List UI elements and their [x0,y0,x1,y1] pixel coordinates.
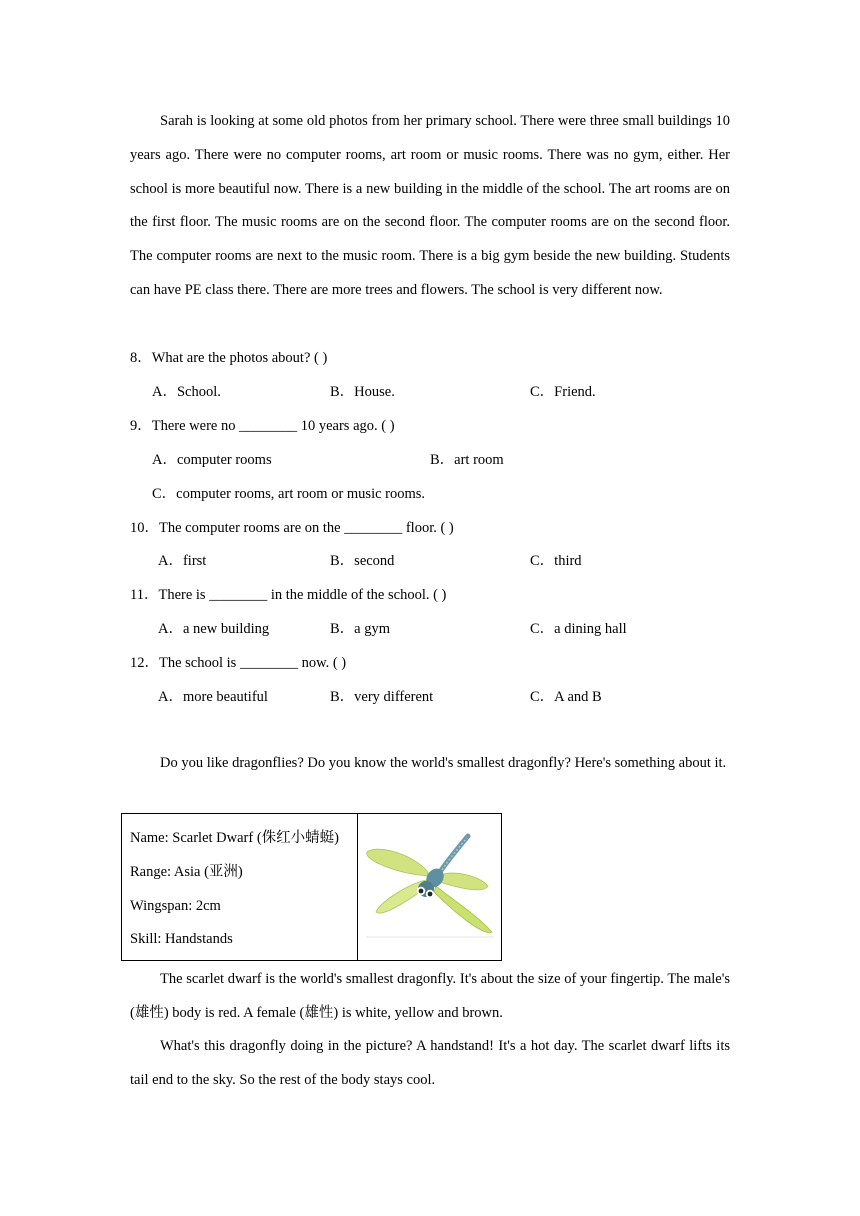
question-11-option-b[interactable]: B．a gym [330,621,391,637]
question-10-option-c[interactable]: C．third [530,553,582,569]
info-name: Name: Scarlet Dwarf (侏红小蜻蜓) [130,830,339,846]
question-9-option-a[interactable]: A．computer rooms [152,452,272,468]
question-9-stem: 9．There were no ________ 10 years ago. ( ) [130,418,395,434]
dragonfly-icon [358,814,501,959]
question-11-option-a[interactable]: A．a new building [158,621,270,637]
info-image-cell [358,814,501,960]
question-8-option-b[interactable]: B．House. [330,384,395,400]
question-8-option-a[interactable]: A．School. [152,384,221,400]
info-skill: Skill: Handstands [130,931,233,947]
info-wingspan: Wingspan: 2cm [130,898,221,914]
info-range: Range: Asia (亚洲) [130,864,243,880]
question-8-option-c[interactable]: C．Friend. [530,384,596,400]
question-12-option-b[interactable]: B．very different [330,689,434,705]
question-12-stem: 12．The school is ________ now. ( ) [130,655,347,671]
passage-dragonfly-para1: The scarlet dwarf is the world's smallest dragonfly. It's about the size of your fingertip. The male's (雄性) body is red. A female (雄性) is white, yellow and brown. [130,971,730,1021]
question-12-option-c[interactable]: C．A and B [530,689,602,705]
dragonfly-info-table [121,813,502,961]
question-11-stem: 11．There is ________ in the middle of the school. ( ) [130,587,447,603]
question-9-option-b[interactable]: B．art room [430,452,504,468]
passage-dragonfly-intro: Do you like dragonflies? Do you know the world's smallest dragonfly? Here's something about it. [160,755,727,771]
info-text-cell [122,814,358,960]
question-10-stem: 10．The computer rooms are on the ________ floor. ( ) [130,520,454,536]
question-10-option-b[interactable]: B．second [330,553,395,569]
question-8-stem: 8．What are the photos about? ( ) [130,350,328,366]
passage-dragonfly-para2: What's this dragonfly doing in the picture? A handstand! It's a hot day. The scarlet dwarf lifts its tail end to the sky. So the rest of the body stays cool. [130,1038,730,1088]
question-9-option-c[interactable]: C．computer rooms, art room or music rooms. [152,486,426,502]
passage-school: Sarah is looking at some old photos from her primary school. There were three small buildings 10 years ago. There were no computer rooms, art room or music rooms. There was no gym, either. Her school is more beautiful now. There is a new building in the middle of the school. The art rooms are on the first floor. The music rooms are on the second floor. The computer rooms are on the second floor. The computer rooms are next to the music room. There is a big gym beside the new building. Students can have PE class there. There are more trees and flowers. The school is very different now. [130,113,730,298]
question-10-option-a[interactable]: A．first [158,553,207,569]
question-11-option-c[interactable]: C．a dining hall [530,621,627,637]
question-12-option-a[interactable]: A．more beautiful [158,689,268,705]
